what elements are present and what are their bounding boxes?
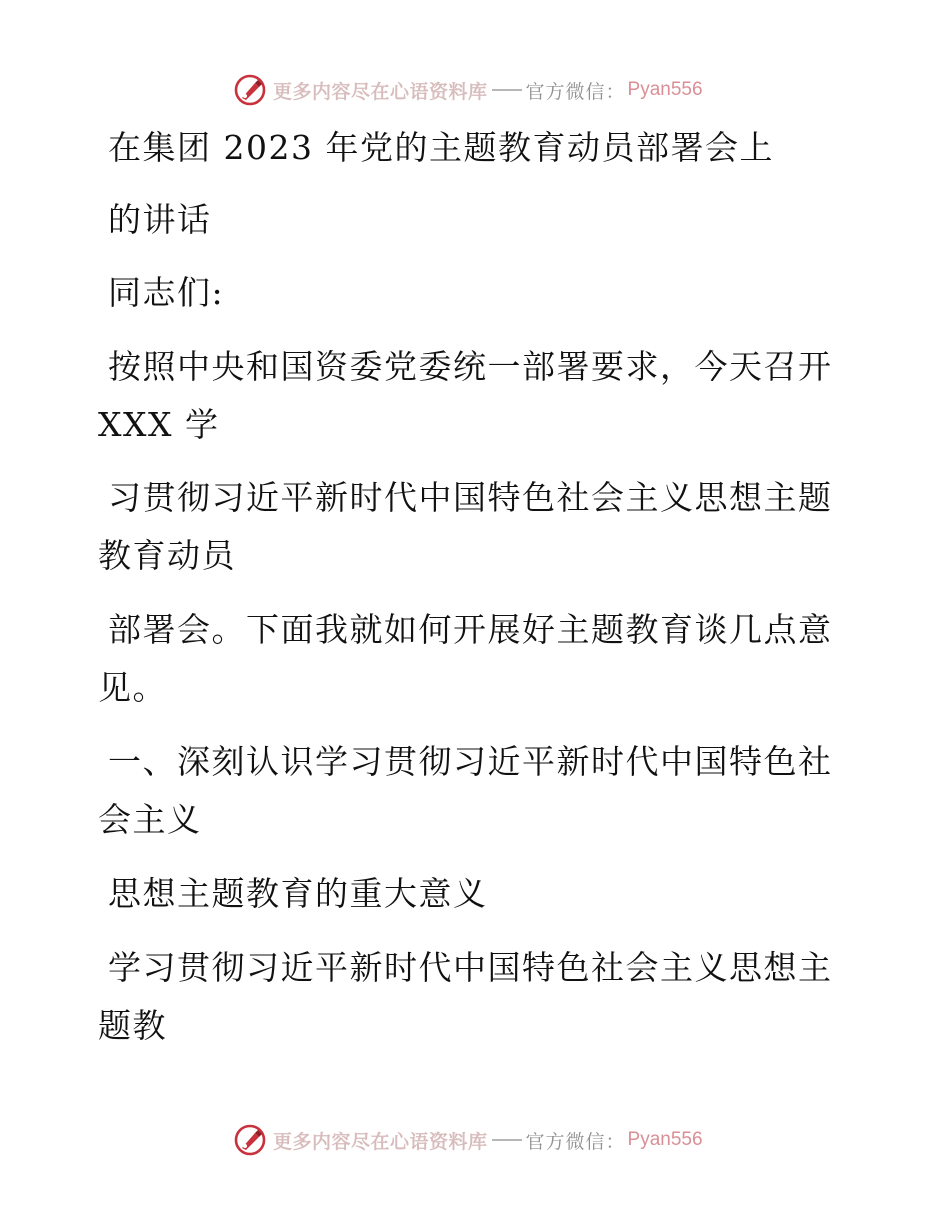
banner-dash	[492, 1139, 522, 1141]
greeting: 同志们:	[108, 273, 225, 312]
header-banner	[233, 72, 703, 108]
paragraph-line: 教育动员	[98, 536, 236, 575]
section-heading-line: 会主义	[98, 800, 202, 839]
banner-wechat-label: 官方微信：	[525, 1130, 626, 1153]
title-line-1: 在集团 2023 年党的主题教育动员部署会上	[108, 128, 774, 167]
paragraph-line: 按照中央和国资委党委统一部署要求，今天召开	[108, 347, 833, 386]
title-line-2: 的讲话	[108, 200, 212, 239]
banner-wechat-id: Pyan556	[627, 1129, 703, 1150]
banner-site-text: 更多内容尽在心语资料库	[273, 1130, 488, 1153]
paragraph-line: 习贯彻习近平新时代中国特色社会主义思想主题	[108, 478, 833, 517]
paragraph-line: 部署会。下面我就如何开展好主题教育谈几点意	[108, 610, 833, 649]
pen-logo-icon	[233, 1123, 267, 1157]
paragraph-line: 见。	[98, 668, 167, 707]
paragraph-line: 题教	[98, 1006, 167, 1045]
footer-banner	[233, 1122, 703, 1158]
banner-wechat-id: Pyan556	[627, 79, 703, 100]
section-heading-line: 思想主题教育的重大意义	[108, 874, 488, 913]
banner-dash	[492, 89, 522, 91]
paragraph-line: XXX 学	[98, 405, 220, 444]
pen-logo-icon	[233, 73, 267, 107]
banner-wechat-label: 官方微信：	[525, 80, 626, 103]
banner-site-text: 更多内容尽在心语资料库	[273, 80, 488, 103]
paragraph-line: 学习贯彻习近平新时代中国特色社会主义思想主	[108, 948, 833, 987]
section-heading-line: 一、深刻认识学习贯彻习近平新时代中国特色社	[108, 742, 833, 781]
